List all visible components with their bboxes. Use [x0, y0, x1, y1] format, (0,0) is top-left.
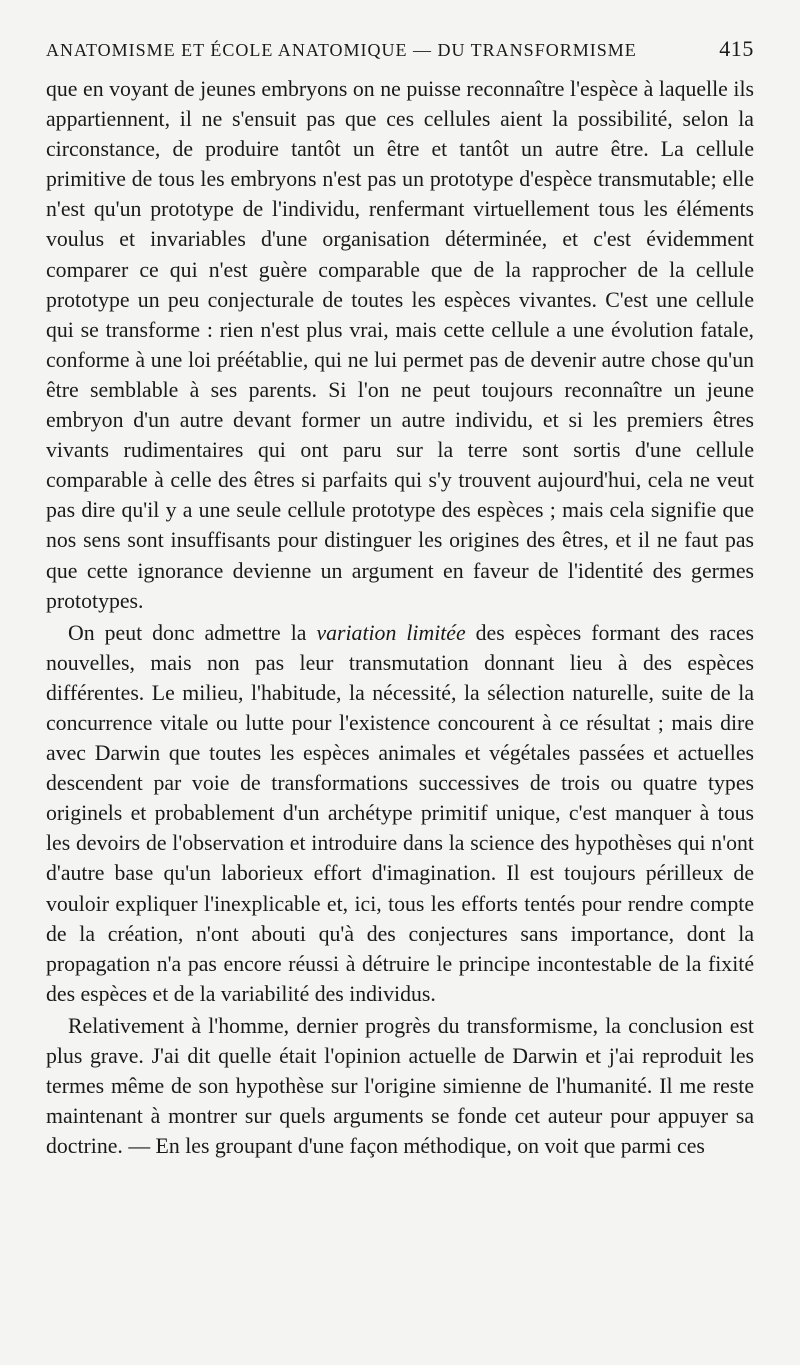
running-title: ANATOMISME ET ÉCOLE ANATOMIQUE — DU TRANSFORMISME — [46, 40, 637, 60]
emphasis-variation-limitee: variation limitée — [316, 620, 466, 645]
paragraph-2-rest: des espèces formant des races nouvelles, mais non pas leur transmutation donnant lieu à des espèces différentes. Le milieu, l'habitude, la nécessité, la sélection naturelle, suite de la concurrence vitale ou lutte pour l'existence concourent à ce résultat ; mais dire avec Darwin que toutes les espèces animales et végétales passées et actuelles descendent par voie de transformations successives de trois ou quatre types originels et probablement d'un archétype primitif unique, c'est manquer à tous les devoirs de l'observation et introduire dans la science des hypothèses qui n'ont d'autre base qu'un laborieux effort d'imagination. Il est toujours périlleux de vouloir expliquer l'inexplicable et, ici, tous les efforts tentés pour rendre compte de la création, n'ont abouti qu'à des conjectures sans importance, dont la propagation n'a pas encore réussi à détruire le principe incontestable de la fixité des espèces et de la variabilité des individus. — [46, 620, 755, 1006]
paragraph-3: Relativement à l'homme, dernier progrès du transformisme, la conclusion est plus grave. J'ai dit quelle était l'opinion actuelle de Darwin et j'ai reproduit les termes même de son hypothèse sur l'origine simienne de l'humanité. Il me reste maintenant à montrer sur quels arguments se fonde cet auteur pour appuyer sa doctrine. — En les groupant d'une façon méthodique, on voit que parmi ces — [46, 1013, 754, 1159]
paragraph-2 — [46, 618, 754, 1009]
paragraph-2-start: On peut donc admettre la — [68, 620, 317, 645]
paragraph-1: que en voyant de jeunes embryons on ne puisse reconnaître l'espèce à laquelle ils appartiennent, il ne s'ensuit pas que ces cellules aient la possibilité, selon la circonstance, de produire tantôt un être et tantôt un autre être. La cellule primitive de tous les embryons n'est pas un prototype d'espèce transmutable; elle n'est qu'un prototype de l'individu, renfermant virtuellement tous les éléments voulus et invariables d'une organisation déterminée, et c'est évidemment comparer ce qui n'est guère comparable que de la rapprocher de la cellule prototype un peu conjecturale de toutes les espèces vivantes. C'est une cellule qui se transforme : rien n'est plus vrai, mais cette cellule a une évolution fatale, conforme à une loi préétablie, qui ne lui permet pas de devenir autre chose qu'un être semblable à ses parents. Si l'on ne peut toujours reconnaître un jeune embryon d'un autre devant former un autre individu, et si les premiers êtres vivants rudimentaires qui ont paru sur la terre sont sortis d'une cellule comparable à celle des êtres si parfaits qui s'y trouvent aujourd'hui, cela ne veut pas dire qu'il y a une seule cellule prototype des espèces ; mais cela signifie que nos sens sont insuffisants pour distinguer les origines des êtres, et il ne faut pas que cette ignorance devienne un argument en faveur de l'identité des germes prototypes. — [46, 77, 754, 613]
page-number: 415 — [719, 36, 754, 61]
running-header — [46, 36, 754, 70]
body-text — [46, 74, 754, 1161]
